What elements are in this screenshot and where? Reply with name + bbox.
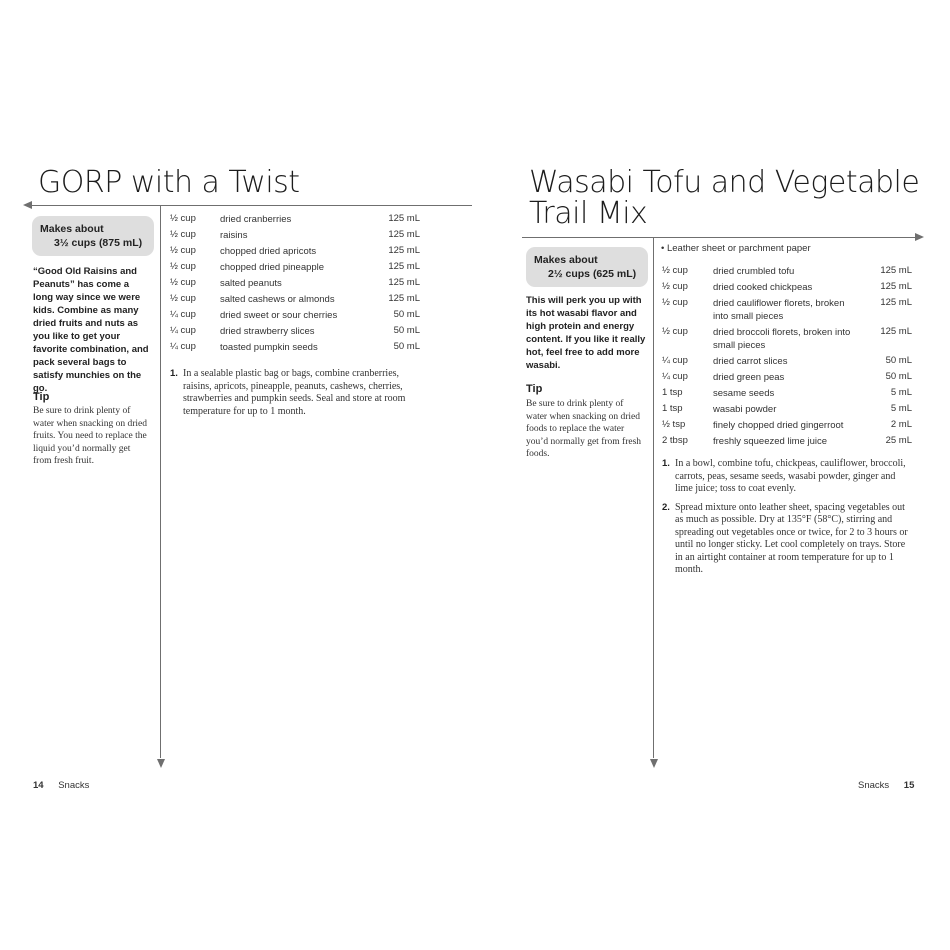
arrow-right-icon xyxy=(915,233,924,241)
ingredient-name: dried broccoli florets, broken into small pieces xyxy=(713,327,851,351)
ingredient-name: raisins xyxy=(220,230,248,241)
right-page xyxy=(475,0,950,950)
ingredient-metric: 125 mL xyxy=(880,265,912,276)
ingredient-row xyxy=(170,261,420,277)
ingredient-amount: 1 tsp xyxy=(662,387,683,398)
ingredient-metric: 5 mL xyxy=(890,387,912,398)
ingredient-metric: 125 mL xyxy=(388,245,420,256)
recipe-title-line2: Trail Mix xyxy=(529,196,648,231)
ingredient-name: chopped dried pineapple xyxy=(220,262,325,273)
ingredient-amount: ½ tsp xyxy=(662,419,686,430)
method-steps xyxy=(170,368,422,424)
ingredient-metric: 125 mL xyxy=(880,297,912,308)
ingredient-name: dried carrot slices xyxy=(713,356,788,367)
ingredient-metric: 125 mL xyxy=(388,293,420,304)
ingredient-amount: ½ cup xyxy=(662,265,688,276)
yield-box xyxy=(32,216,154,256)
step-text: In a bowl, combine tofu, chickpeas, cauliflower, broccoli, carrots, peas, sesame seeds, wasabi powder, ginger and lime juice; toss to coat evenly. xyxy=(675,458,906,494)
arrow-down-icon xyxy=(157,759,165,768)
section-name: Snacks xyxy=(858,780,890,791)
ingredient-metric: 50 mL xyxy=(393,309,420,320)
tip-heading: Tip xyxy=(33,391,50,403)
ingredient-name: dried cauliflower florets, broken into small pieces xyxy=(713,298,845,322)
ingredient-amount: 1 tsp xyxy=(662,403,683,414)
ingredient-amount: ½ cup xyxy=(662,326,688,337)
yield-box xyxy=(526,247,648,287)
ingredient-metric: 125 mL xyxy=(388,213,420,224)
ingredient-name: dried crumbled tofu xyxy=(713,266,795,277)
ingredient-row xyxy=(170,229,420,245)
ingredient-amount: ¼ cup xyxy=(662,371,688,382)
ingredient-amount: ¼ cup xyxy=(170,341,196,352)
ingredient-metric: 2 mL xyxy=(890,419,912,430)
page-number: 15 xyxy=(903,780,915,791)
ingredient-metric: 125 mL xyxy=(880,281,912,292)
ingredient-metric: 125 mL xyxy=(388,277,420,288)
ingredient-name: sesame seeds xyxy=(713,388,775,399)
ingredient-row xyxy=(662,355,912,371)
ingredient-metric: 25 mL xyxy=(885,435,912,446)
ingredient-metric: 50 mL xyxy=(885,355,912,366)
ingredient-metric: 125 mL xyxy=(388,229,420,240)
ingredient-metric: 125 mL xyxy=(388,261,420,272)
ingredient-amount: ½ cup xyxy=(170,213,196,224)
column-divider xyxy=(653,238,654,758)
ingredient-row xyxy=(662,326,912,355)
intro-text: “Good Old Raisins and Peanuts” has come a long way since we were kids. Combine as many dried fruits and nuts as you like to get your favorite combination, and pack several bags to satisfy munchies on the go. xyxy=(33,266,149,394)
step-text: In a sealable plastic bag or bags, combine cranberries, raisins, apricots, pineapple, peanuts, cashews, cherries, strawberries and pumpkin seeds. Seal and store at room temperature for up to 1 month. xyxy=(183,368,406,417)
yield-amount: 3½ cups (875 mL) xyxy=(54,237,143,249)
tip-text: Be sure to drink plenty of water when snacking on dried fruits. You need to replace the liquid you’d normally get from fresh fruit. xyxy=(33,406,147,466)
ingredient-list xyxy=(170,213,420,357)
ingredient-amount: ½ cup xyxy=(170,261,196,272)
ingredient-row xyxy=(170,325,420,341)
ingredient-name: dried cranberries xyxy=(220,214,292,225)
column-divider xyxy=(160,206,161,758)
ingredient-row xyxy=(170,341,420,357)
method-step xyxy=(662,458,912,496)
ingredient-name: chopped dried apricots xyxy=(220,246,317,257)
section-name: Snacks xyxy=(58,780,90,791)
ingredient-name: toasted pumpkin seeds xyxy=(220,342,318,353)
arrow-down-icon xyxy=(650,759,658,768)
yield-label: Makes about xyxy=(534,254,598,266)
ingredient-row xyxy=(170,293,420,309)
ingredient-metric: 125 mL xyxy=(880,326,912,337)
method-step xyxy=(662,502,912,577)
ingredient-amount: ½ cup xyxy=(170,277,196,288)
ingredient-row xyxy=(662,387,912,403)
page-number: 14 xyxy=(33,780,44,791)
method-steps xyxy=(662,458,912,583)
ingredient-name: dried strawberry slices xyxy=(220,326,315,337)
ingredient-row xyxy=(662,371,912,387)
recipe-title-line1: Wasabi Tofu and Vegetable xyxy=(529,165,920,200)
ingredient-name: dried sweet or sour cherries xyxy=(220,310,338,321)
ingredient-row xyxy=(662,265,912,281)
ingredient-amount: ½ cup xyxy=(662,281,688,292)
ingredient-row xyxy=(662,435,912,451)
ingredient-name: salted peanuts xyxy=(220,278,282,289)
ingredient-metric: 50 mL xyxy=(885,371,912,382)
ingredient-name: finely chopped dried gingerroot xyxy=(713,420,844,431)
ingredient-row xyxy=(170,277,420,293)
ingredient-metric: 50 mL xyxy=(393,325,420,336)
ingredient-row xyxy=(662,297,912,326)
ingredient-amount: ½ cup xyxy=(662,297,688,308)
step-number: 2. xyxy=(662,501,670,513)
ingredient-row xyxy=(170,309,420,325)
yield-label: Makes about xyxy=(40,223,104,235)
ingredient-amount: ¼ cup xyxy=(170,309,196,320)
ingredient-row xyxy=(662,419,912,435)
tip-text: Be sure to drink plenty of water when snacking on dried foods to replace the water you’d normally get from fresh foods. xyxy=(526,399,642,459)
rule-divider xyxy=(30,205,472,206)
step-text: Spread mixture onto leather sheet, spacing vegetables out as much as possible. Dry at 135°F (58°C), stirring and spreading out vegetables once or twice, for 2 to 3 hours or until no longer sticky. Let cool completely on trays. Store in an airtight container at room temperature for up to 1 month. xyxy=(675,501,908,575)
page-footer xyxy=(33,780,89,791)
ingredient-row xyxy=(170,245,420,261)
method-step xyxy=(170,368,422,418)
equipment-note: • Leather sheet or parchment paper xyxy=(661,243,811,254)
ingredient-row xyxy=(662,403,912,419)
ingredient-amount: ½ cup xyxy=(170,229,196,240)
ingredient-amount: ½ cup xyxy=(170,293,196,304)
step-number: 1. xyxy=(662,458,670,469)
tip-heading: Tip xyxy=(526,383,543,395)
step-number: 1. xyxy=(170,368,178,379)
ingredient-metric: 50 mL xyxy=(393,341,420,352)
intro-text: This will perk you up with its hot wasabi flavor and high protein and energy content. If you like it really hot, feel free to add more wasabi. xyxy=(526,295,646,371)
ingredient-amount: ¼ cup xyxy=(662,355,688,366)
ingredient-amount: ½ cup xyxy=(170,245,196,256)
rule-divider xyxy=(522,237,916,238)
yield-amount: 2½ cups (625 mL) xyxy=(548,268,637,280)
ingredient-name: dried green peas xyxy=(713,372,785,383)
ingredient-amount: 2 tbsp xyxy=(662,435,688,446)
ingredient-name: dried cooked chickpeas xyxy=(713,282,813,293)
ingredient-name: freshly squeezed lime juice xyxy=(713,436,828,447)
recipe-title: GORP with a Twist xyxy=(38,165,300,200)
ingredient-row xyxy=(662,281,912,297)
page-footer xyxy=(858,780,914,791)
ingredient-amount: ¼ cup xyxy=(170,325,196,336)
ingredient-row xyxy=(170,213,420,229)
ingredient-name: wasabi powder xyxy=(713,404,777,415)
ingredient-metric: 5 mL xyxy=(890,403,912,414)
ingredient-name: salted cashews or almonds xyxy=(220,294,335,305)
ingredient-list xyxy=(662,265,912,451)
